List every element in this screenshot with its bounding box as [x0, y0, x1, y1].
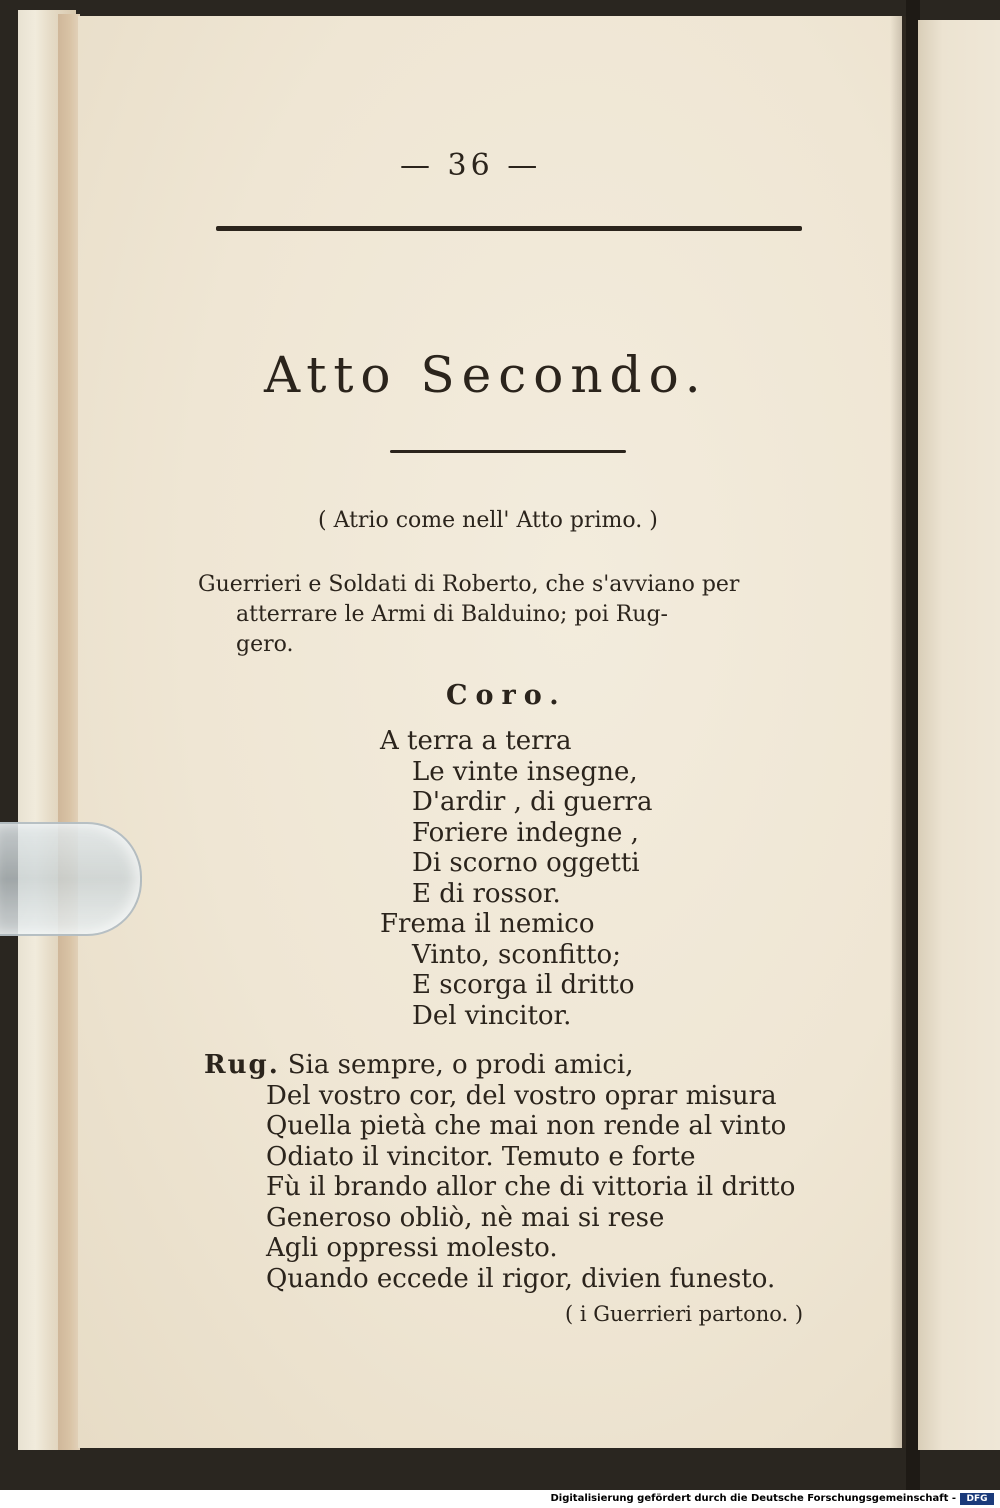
verse-line: Le vinte insegne, [412, 756, 638, 787]
chorus-verse [380, 726, 652, 1031]
ruggero-speech [204, 1050, 795, 1294]
act-title: Atto Secondo. [264, 346, 708, 404]
verse-line: E di rossor. [412, 878, 561, 909]
stage-direction-line: Guerrieri e Soldati di Roberto, che s'avviano per [198, 572, 740, 597]
facing-page [918, 20, 1000, 1450]
stage-direction-line: gero. [236, 632, 294, 657]
coro-heading: Coro. [446, 680, 567, 711]
verse-line: Del vincitor. [412, 1000, 572, 1031]
verse-line: Foriere indegne , [412, 817, 639, 848]
verse-line [204, 1050, 795, 1081]
verse-line: Fù il brando allor che di vittoria il dritto [266, 1172, 796, 1202]
stage-direction-characters [198, 570, 818, 660]
exit-direction: ( i Guerrieri partono. ) [565, 1302, 804, 1326]
page-number: — 36 — [400, 148, 542, 183]
verse-line: Agli oppressi molesto. [266, 1233, 558, 1263]
verse-line: A terra a terra [380, 726, 572, 756]
digitization-footer [0, 1490, 1000, 1508]
stage-direction-setting: ( Atrio come nell' Atto primo. ) [318, 508, 658, 533]
verse-line: Generoso obliò, nè mai si rese [266, 1202, 665, 1233]
verse-line: Del vostro cor, del vostro oprar misura [266, 1080, 777, 1111]
verse-line: Di scorno oggetti [412, 848, 640, 878]
verse-line: E scorga il dritto [412, 970, 635, 1000]
funding-credit: Digitalisierung gefördert durch die Deutsche Forschungsgemeinschaft - [550, 1493, 956, 1504]
dfg-logo: DFG [960, 1493, 994, 1505]
verse-text: Sia sempre, o prodi amici, [287, 1050, 634, 1080]
verse-line: Odiato il vincitor. Temuto e forte [266, 1141, 696, 1172]
stage-direction-line: atterrare le Armi di Balduino; poi Rug- [236, 602, 668, 627]
verse-line: Quella pietà che mai non rende al vinto [266, 1111, 787, 1141]
verse-line: Quando eccede il rigor, divien funesto. [266, 1263, 776, 1294]
speaker-name: Rug. [204, 1050, 280, 1080]
page-clip [0, 822, 142, 936]
verse-line: Vinto, sconfitto; [412, 939, 621, 970]
header-rule [216, 226, 802, 231]
verse-line: Frema il nemico [380, 909, 595, 939]
verse-line: D'ardir , di guerra [412, 787, 653, 817]
book-page-edge-shadow [58, 14, 80, 1450]
title-rule [390, 450, 626, 453]
